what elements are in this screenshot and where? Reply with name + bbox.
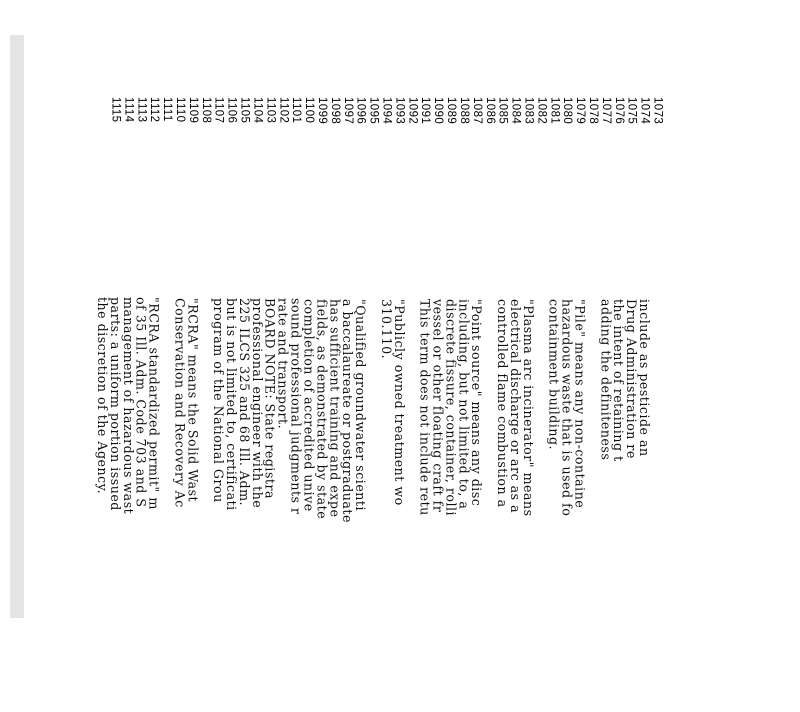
line-text: Conservation and Recovery Ac [172, 298, 188, 509]
line-number: 1103 [264, 97, 277, 124]
line-text: sound professional judgments r [288, 298, 304, 515]
line-text: including, but not limited to, a [456, 299, 472, 510]
line-number: 1102 [277, 97, 290, 124]
line-number: 1080 [561, 97, 574, 125]
line-number: 1109 [186, 97, 199, 124]
line-text: program of the National Grou [211, 298, 227, 504]
line-text: vessel or other floating craft fr [430, 299, 446, 513]
line-number: 1101 [290, 97, 303, 124]
line-text: "Point source" means any disc [469, 299, 485, 507]
line-number: 1095 [367, 97, 380, 125]
line-text: parts: a uniform portion issued [107, 297, 123, 512]
line-number: 1104 [251, 97, 264, 124]
line-number: 1091 [419, 97, 432, 125]
line-text: "Publicly owned treatment wo [391, 299, 407, 506]
line-number: 1073 [651, 97, 664, 125]
line-number: 1076 [612, 97, 625, 125]
document-line [637, 97, 664, 617]
line-number: 1084 [509, 97, 522, 125]
line-text: 310.110. [378, 299, 394, 360]
line-number: 1115 [109, 97, 122, 123]
document-line [185, 97, 212, 617]
line-number: 1078 [587, 97, 600, 125]
line-number: 1097 [341, 97, 354, 125]
line-number: 1105 [238, 97, 251, 124]
line-text: 225 ILCS 325 and 68 Ill. Adm. [236, 298, 252, 507]
line-text: BOARD NOTE: State registra [262, 298, 278, 500]
line-text: "RCRA standardized permit" m [146, 296, 162, 510]
line-text: fields, as demonstrated by state [314, 299, 330, 520]
line-number: 1107 [212, 97, 225, 124]
line-number: 1114 [122, 97, 135, 123]
line-number: 1086 [483, 97, 496, 125]
line-number: 1092 [406, 97, 419, 125]
line-number: 1100 [303, 97, 316, 124]
rotated-document-text [94, 97, 664, 712]
document-line [469, 97, 496, 617]
line-text: "RCRA" means the Solid Wast [185, 298, 201, 503]
line-text: hazardous waste that is used fo [559, 299, 575, 517]
line-number: 1075 [625, 97, 638, 125]
line-number: 1110 [174, 97, 187, 123]
line-number: 1094 [380, 97, 393, 125]
line-text: include as pesticide an [637, 299, 652, 457]
line-number: 1108 [199, 97, 212, 124]
line-number: 1081 [548, 97, 561, 125]
line-text: "Pile" means any non-containe [572, 299, 588, 509]
line-text: This term does not include retu [417, 299, 433, 516]
line-number: 1111 [161, 97, 174, 122]
line-text: discrete fissure, container, rolli [443, 299, 459, 517]
line-text: has sufficient training and expe [327, 299, 343, 518]
line-number: 1113 [135, 97, 148, 123]
line-number: 1098 [328, 97, 341, 125]
line-number: 1074 [638, 97, 651, 125]
line-text: Drug Administration re [624, 299, 640, 460]
line-text: "Plasma arc incinerator" means [520, 299, 536, 517]
line-text: professional engineer with the [249, 298, 265, 509]
line-text: controlled flame combustion a [495, 299, 511, 508]
line-text: completion of accredited unive [301, 299, 317, 512]
line-number: 1106 [225, 97, 238, 124]
line-number: 1083 [522, 97, 535, 125]
line-number: 1079 [574, 97, 587, 125]
line-text: adding the definiteness [598, 299, 614, 461]
line-text: electrical discharge or arc as a [507, 299, 523, 514]
line-number: 1093 [393, 97, 406, 125]
line-text: management of hazardous wast [120, 297, 136, 515]
line-number: 1089 [445, 97, 458, 125]
line-text: of 35 Ill. Adm. Code 703 and S [133, 297, 149, 508]
line-number: 1077 [599, 97, 612, 125]
line-text: the discretion of the Agency. [94, 297, 110, 495]
line-number: 1087 [470, 97, 483, 125]
line-number: 1082 [535, 97, 548, 125]
line-number: 1090 [432, 97, 445, 125]
line-text: the intent of retaining t [611, 299, 627, 462]
line-text: a baccalaureate or postgraduate [340, 299, 356, 524]
line-text: "Qualified groundwater scienti [353, 299, 369, 512]
line-text: rate and transport. [275, 298, 291, 430]
line-number: 1099 [315, 97, 328, 125]
scanner-edge-strip [10, 35, 24, 618]
line-text: containment building. [546, 299, 562, 451]
line-number: 1085 [496, 97, 509, 125]
line-number: 1088 [457, 97, 470, 125]
line-number: 1096 [354, 97, 367, 125]
document-line [353, 97, 380, 617]
line-text: but is not limited to, certificati [224, 298, 239, 512]
line-number: 1112 [148, 97, 161, 123]
